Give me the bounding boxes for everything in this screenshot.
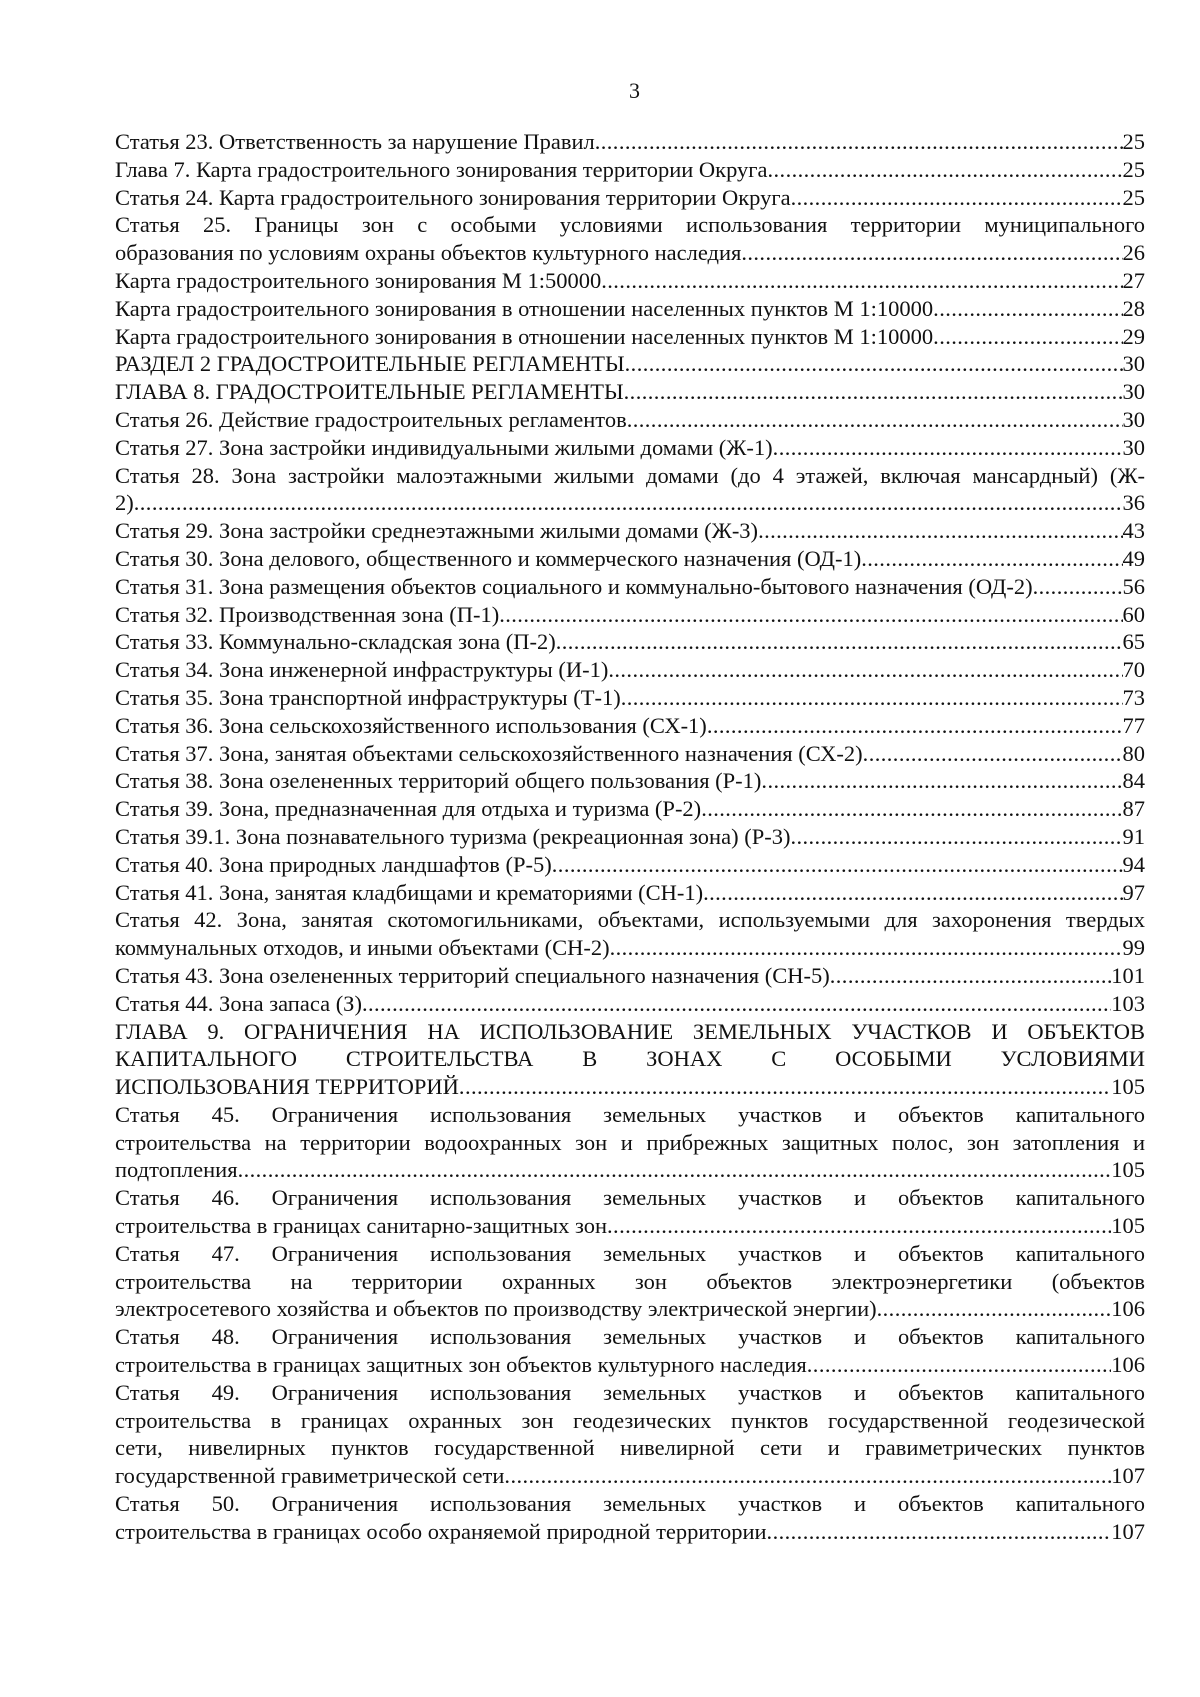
toc-entry-page: 49 bbox=[1122, 545, 1145, 571]
toc-entry[interactable] bbox=[115, 434, 1145, 462]
toc-entry[interactable] bbox=[115, 1018, 1145, 1101]
dot-leader bbox=[499, 601, 1122, 629]
toc-entry-page: 30 bbox=[1122, 406, 1145, 432]
toc-entry[interactable] bbox=[115, 350, 1145, 378]
toc-entry-title-line: КАПИТАЛЬНОГО СТРОИТЕЛЬСТВА В ЗОНАХ С ОСОБЫМИ УСЛОВИЯМИ bbox=[115, 1046, 1145, 1072]
toc-entry-page: 30 bbox=[1122, 434, 1145, 460]
toc-entry[interactable] bbox=[115, 684, 1145, 712]
dot-leader bbox=[701, 795, 1122, 823]
toc-entry-title-line: Статья 25. Границы зон с особыми условиями использования территории муниципального bbox=[115, 212, 1145, 238]
toc-entry[interactable] bbox=[115, 295, 1145, 323]
toc-entry-page: 65 bbox=[1122, 629, 1145, 655]
page-number: 3 bbox=[629, 78, 640, 103]
dot-leader bbox=[607, 1212, 1111, 1240]
toc-entry[interactable] bbox=[115, 1101, 1145, 1184]
toc-entry-title: Статья 39. Зона, предназначенная для отдыха и туризма (Р-2) bbox=[115, 796, 702, 822]
toc-entry-title-line: Статья 42. Зона, занятая скотомогильниками, объектами, используемыми для захоронения твердых bbox=[115, 907, 1145, 933]
dot-leader bbox=[610, 934, 1123, 962]
toc-entry[interactable] bbox=[115, 1240, 1145, 1323]
toc-entry-title-tail: строительства в границах санитарно-защитных зон bbox=[115, 1213, 608, 1239]
dot-leader bbox=[767, 1518, 1112, 1546]
toc-entry-page: 25 bbox=[1122, 129, 1145, 154]
dot-leader bbox=[707, 712, 1123, 740]
toc-entry-title: Статья 34. Зона инженерной инфраструктуры (И-1) bbox=[115, 657, 609, 683]
toc-entry[interactable] bbox=[115, 1379, 1145, 1490]
toc-entry-title: РАЗДЕЛ 2 ГРАДОСТРОИТЕЛЬНЫЕ РЕГЛАМЕНТЫ bbox=[115, 351, 625, 377]
toc-entry-title: Статья 23. Ответственность за нарушение Правил bbox=[115, 129, 595, 154]
toc-entry[interactable] bbox=[115, 573, 1145, 601]
toc-entry-title: Статья 40. Зона природных ландшафтов (Р-5) bbox=[115, 851, 552, 877]
toc-entry-title-line: строительства в границах охранных зон геодезических пунктов государственной геодезической bbox=[115, 1407, 1145, 1433]
toc-entry[interactable] bbox=[115, 267, 1145, 295]
toc-entry-title: Статья 31. Зона размещения объектов социального и коммунально-бытового назначения (ОД-2) bbox=[115, 573, 1033, 599]
toc-entry-page: 73 bbox=[1122, 684, 1145, 710]
dot-leader bbox=[773, 434, 1123, 462]
toc-entry-title-line: строительства на территории охранных зон объектов электроэнергетики (объектов bbox=[115, 1268, 1145, 1294]
toc-entry-title: Статья 35. Зона транспортной инфраструктуры (Т-1) bbox=[115, 684, 621, 710]
toc-entry-title-line: сети, нивелирных пунктов государственной нивелирной сети и гравиметрических пунктов bbox=[115, 1435, 1145, 1461]
dot-leader bbox=[625, 350, 1123, 378]
toc-entry-title-line: Статья 28. Зона застройки малоэтажными жилыми домами (до 4 этажей, включая мансардный) (Ж- bbox=[115, 462, 1145, 488]
toc-entry-title: Статья 30. Зона делового, общественного и коммерческого назначения (ОД-1) bbox=[115, 545, 862, 571]
toc-entry-page: 26 bbox=[1122, 240, 1145, 266]
toc-entry-page: 80 bbox=[1122, 740, 1145, 766]
toc-entry[interactable] bbox=[115, 795, 1145, 823]
dot-leader bbox=[830, 962, 1112, 990]
toc-entry-title: Статья 41. Зона, занятая кладбищами и крематориями (СН-1) bbox=[115, 879, 704, 905]
toc-entry-title-tail: строительства в границах защитных зон объектов культурного наследия bbox=[115, 1352, 807, 1378]
toc-entry-page: 60 bbox=[1122, 601, 1145, 627]
toc-entry-page: 106 bbox=[1111, 1352, 1145, 1378]
toc-entry-page: 105 bbox=[1111, 1074, 1145, 1100]
dot-leader bbox=[601, 267, 1122, 295]
toc-entry-title-line: ГЛАВА 9. ОГРАНИЧЕНИЯ НА ИСПОЛЬЗОВАНИЕ ЗЕМЕЛЬНЫХ УЧАСТКОВ И ОБЪЕКТОВ bbox=[115, 1018, 1145, 1044]
dot-leader bbox=[134, 489, 1123, 517]
dot-leader bbox=[761, 767, 1122, 795]
toc-entry[interactable] bbox=[115, 184, 1145, 212]
toc-entry-title: Карта градостроительного зонирования М 1:50000 bbox=[115, 267, 602, 293]
toc-entry-title-tail: государственной гравиметрической сети bbox=[115, 1463, 505, 1489]
toc-entry[interactable] bbox=[115, 128, 1145, 156]
dot-leader bbox=[791, 184, 1123, 212]
toc-entry-title: ГЛАВА 8. ГРАДОСТРОИТЕЛЬНЫЕ РЕГЛАМЕНТЫ bbox=[115, 379, 624, 405]
dot-leader bbox=[790, 823, 1122, 851]
toc-entry[interactable] bbox=[115, 517, 1145, 545]
toc-entry[interactable] bbox=[115, 990, 1145, 1018]
toc-entry-page: 29 bbox=[1122, 323, 1145, 349]
toc-entry[interactable] bbox=[115, 601, 1145, 629]
dot-leader bbox=[627, 406, 1123, 434]
dot-leader bbox=[807, 1351, 1111, 1379]
dot-leader bbox=[877, 1295, 1112, 1323]
toc-entry[interactable] bbox=[115, 823, 1145, 851]
toc-entry-title: Статья 33. Коммунально-складская зона (П-2) bbox=[115, 629, 556, 655]
toc-entry-page: 70 bbox=[1122, 657, 1145, 683]
toc-entry-page: 77 bbox=[1122, 712, 1145, 738]
toc-entry-title-line: Статья 49. Ограничения использования земельных участков и объектов капитального bbox=[115, 1379, 1145, 1405]
toc-entry-page: 87 bbox=[1122, 796, 1145, 822]
toc-entry[interactable] bbox=[115, 851, 1145, 879]
toc-entry-title-line: строительства на территории водоохранных зон и прибрежных защитных полос, зон затопления и bbox=[115, 1129, 1145, 1155]
toc-entry[interactable] bbox=[115, 879, 1145, 907]
toc-entry-page: 36 bbox=[1122, 490, 1145, 516]
toc-entry-title-line: Статья 48. Ограничения использования земельных участков и объектов капитального bbox=[115, 1324, 1145, 1350]
toc-entry-page: 99 bbox=[1122, 935, 1145, 961]
dot-leader bbox=[861, 545, 1122, 573]
dot-leader bbox=[552, 851, 1123, 879]
toc-entry[interactable] bbox=[115, 767, 1145, 795]
toc-entry[interactable] bbox=[115, 156, 1145, 184]
dot-leader bbox=[768, 156, 1123, 184]
toc-entry[interactable] bbox=[115, 628, 1145, 656]
toc-entry-title-line: Статья 47. Ограничения использования земельных участков и объектов капитального bbox=[115, 1240, 1145, 1266]
toc-entry[interactable] bbox=[115, 378, 1145, 406]
toc-entry-title-tail: ИСПОЛЬЗОВАНИЯ ТЕРРИТОРИЙ bbox=[115, 1074, 459, 1100]
dot-leader bbox=[933, 323, 1122, 351]
toc-entry-title-line: Статья 45. Ограничения использования земельных участков и объектов капитального bbox=[115, 1101, 1145, 1127]
toc-entry-page: 84 bbox=[1122, 768, 1145, 794]
toc-entry-title: Статья 36. Зона сельскохозяйственного использования (СХ-1) bbox=[115, 712, 707, 738]
toc-entry-title-tail: коммунальных отходов, и иными объектами (СН-2) bbox=[115, 935, 610, 961]
dot-leader bbox=[621, 684, 1123, 712]
toc-entry[interactable] bbox=[115, 545, 1145, 573]
toc-entry[interactable] bbox=[115, 1184, 1145, 1240]
dot-leader bbox=[504, 1462, 1111, 1490]
toc-entry-page: 25 bbox=[1122, 184, 1145, 210]
dot-leader bbox=[624, 378, 1123, 406]
toc-entry-page: 101 bbox=[1111, 962, 1145, 988]
toc-entry-title-tail: электросетевого хозяйства и объектов по производству электрической энергии) bbox=[115, 1296, 877, 1322]
toc-entry[interactable] bbox=[115, 656, 1145, 684]
toc-entry-page: 105 bbox=[1111, 1157, 1145, 1183]
dot-leader bbox=[933, 295, 1122, 323]
toc-entry[interactable] bbox=[115, 1323, 1145, 1379]
toc-entry-title-tail: 2) bbox=[115, 490, 134, 516]
dot-leader bbox=[362, 990, 1111, 1018]
toc-entry-title: Карта градостроительного зонирования в отношении населенных пунктов М 1:10000 bbox=[115, 295, 934, 321]
toc-entry[interactable] bbox=[115, 406, 1145, 434]
toc-entry-title: Статья 24. Карта градостроительного зонирования территории Округа bbox=[115, 184, 791, 210]
toc-entry-page: 103 bbox=[1111, 990, 1145, 1016]
toc-entry-page: 105 bbox=[1111, 1213, 1145, 1239]
dot-leader bbox=[459, 1073, 1111, 1101]
toc-entry-page: 97 bbox=[1122, 879, 1145, 905]
toc-entry-title: Статья 44. Зона запаса (З) bbox=[115, 990, 362, 1016]
toc-entry-title: Статья 38. Зона озелененных территорий общего пользования (Р-1) bbox=[115, 768, 762, 794]
toc-entry-title-tail: подтопления bbox=[115, 1157, 238, 1183]
toc-entry-page: 25 bbox=[1122, 156, 1145, 182]
dot-leader bbox=[556, 628, 1123, 656]
dot-leader bbox=[703, 879, 1122, 907]
toc-entry[interactable] bbox=[115, 462, 1145, 518]
toc-entry[interactable] bbox=[115, 1490, 1145, 1546]
dot-leader bbox=[595, 128, 1123, 156]
toc-entry-page: 106 bbox=[1111, 1296, 1145, 1322]
toc-entry-title: Статья 29. Зона застройки среднеэтажными жилыми домами (Ж-3) bbox=[115, 518, 759, 544]
table-of-contents bbox=[115, 128, 1145, 1546]
toc-entry-title: Статья 37. Зона, занятая объектами сельскохозяйственного назначения (СХ-2) bbox=[115, 740, 863, 766]
toc-entry-title-tail: строительства в границах особо охраняемой природной территории bbox=[115, 1518, 767, 1544]
dot-leader bbox=[741, 239, 1122, 267]
toc-entry-title-line: Статья 46. Ограничения использования земельных участков и объектов капитального bbox=[115, 1185, 1145, 1211]
toc-entry-page: 28 bbox=[1122, 295, 1145, 321]
toc-entry-title-line: Статья 50. Ограничения использования земельных участков и объектов капитального bbox=[115, 1491, 1145, 1517]
dot-leader bbox=[238, 1156, 1112, 1184]
toc-entry-title: Статья 39.1. Зона познавательного туризма (рекреационная зона) (Р-3) bbox=[115, 823, 791, 849]
toc-entry-title: Карта градостроительного зонирования в отношении населенных пунктов М 1:10000 bbox=[115, 323, 934, 349]
dot-leader bbox=[758, 517, 1122, 545]
toc-entry[interactable] bbox=[115, 211, 1145, 267]
toc-entry-title: Статья 27. Зона застройки индивидуальными жилыми домами (Ж-1) bbox=[115, 434, 773, 460]
toc-entry-page: 56 bbox=[1122, 573, 1145, 599]
toc-entry-page: 43 bbox=[1122, 518, 1145, 544]
dot-leader bbox=[863, 740, 1123, 768]
dot-leader bbox=[1033, 573, 1123, 601]
toc-entry-page: 94 bbox=[1122, 851, 1145, 877]
toc-entry-title: Глава 7. Карта градостроительного зонирования территории Округа bbox=[115, 156, 768, 182]
toc-entry[interactable] bbox=[115, 740, 1145, 768]
toc-entry-page: 30 bbox=[1122, 379, 1145, 405]
toc-entry-title-tail: образования по условиям охраны объектов культурного наследия bbox=[115, 240, 742, 266]
toc-entry-page: 30 bbox=[1122, 351, 1145, 377]
toc-entry-page: 27 bbox=[1122, 267, 1145, 293]
toc-entry[interactable] bbox=[115, 323, 1145, 351]
toc-entry-page: 107 bbox=[1111, 1463, 1145, 1489]
toc-entry[interactable] bbox=[115, 906, 1145, 962]
toc-entry-page: 91 bbox=[1122, 823, 1145, 849]
toc-entry-title: Статья 43. Зона озелененных территорий специального назначения (СН-5) bbox=[115, 962, 830, 988]
toc-entry-title: Статья 26. Действие градостроительных регламентов bbox=[115, 406, 627, 432]
toc-entry-title: Статья 32. Производственная зона (П-1) bbox=[115, 601, 500, 627]
dot-leader bbox=[608, 656, 1122, 684]
toc-entry-page: 107 bbox=[1111, 1518, 1145, 1544]
toc-entry[interactable] bbox=[115, 712, 1145, 740]
toc-entry[interactable] bbox=[115, 962, 1145, 990]
